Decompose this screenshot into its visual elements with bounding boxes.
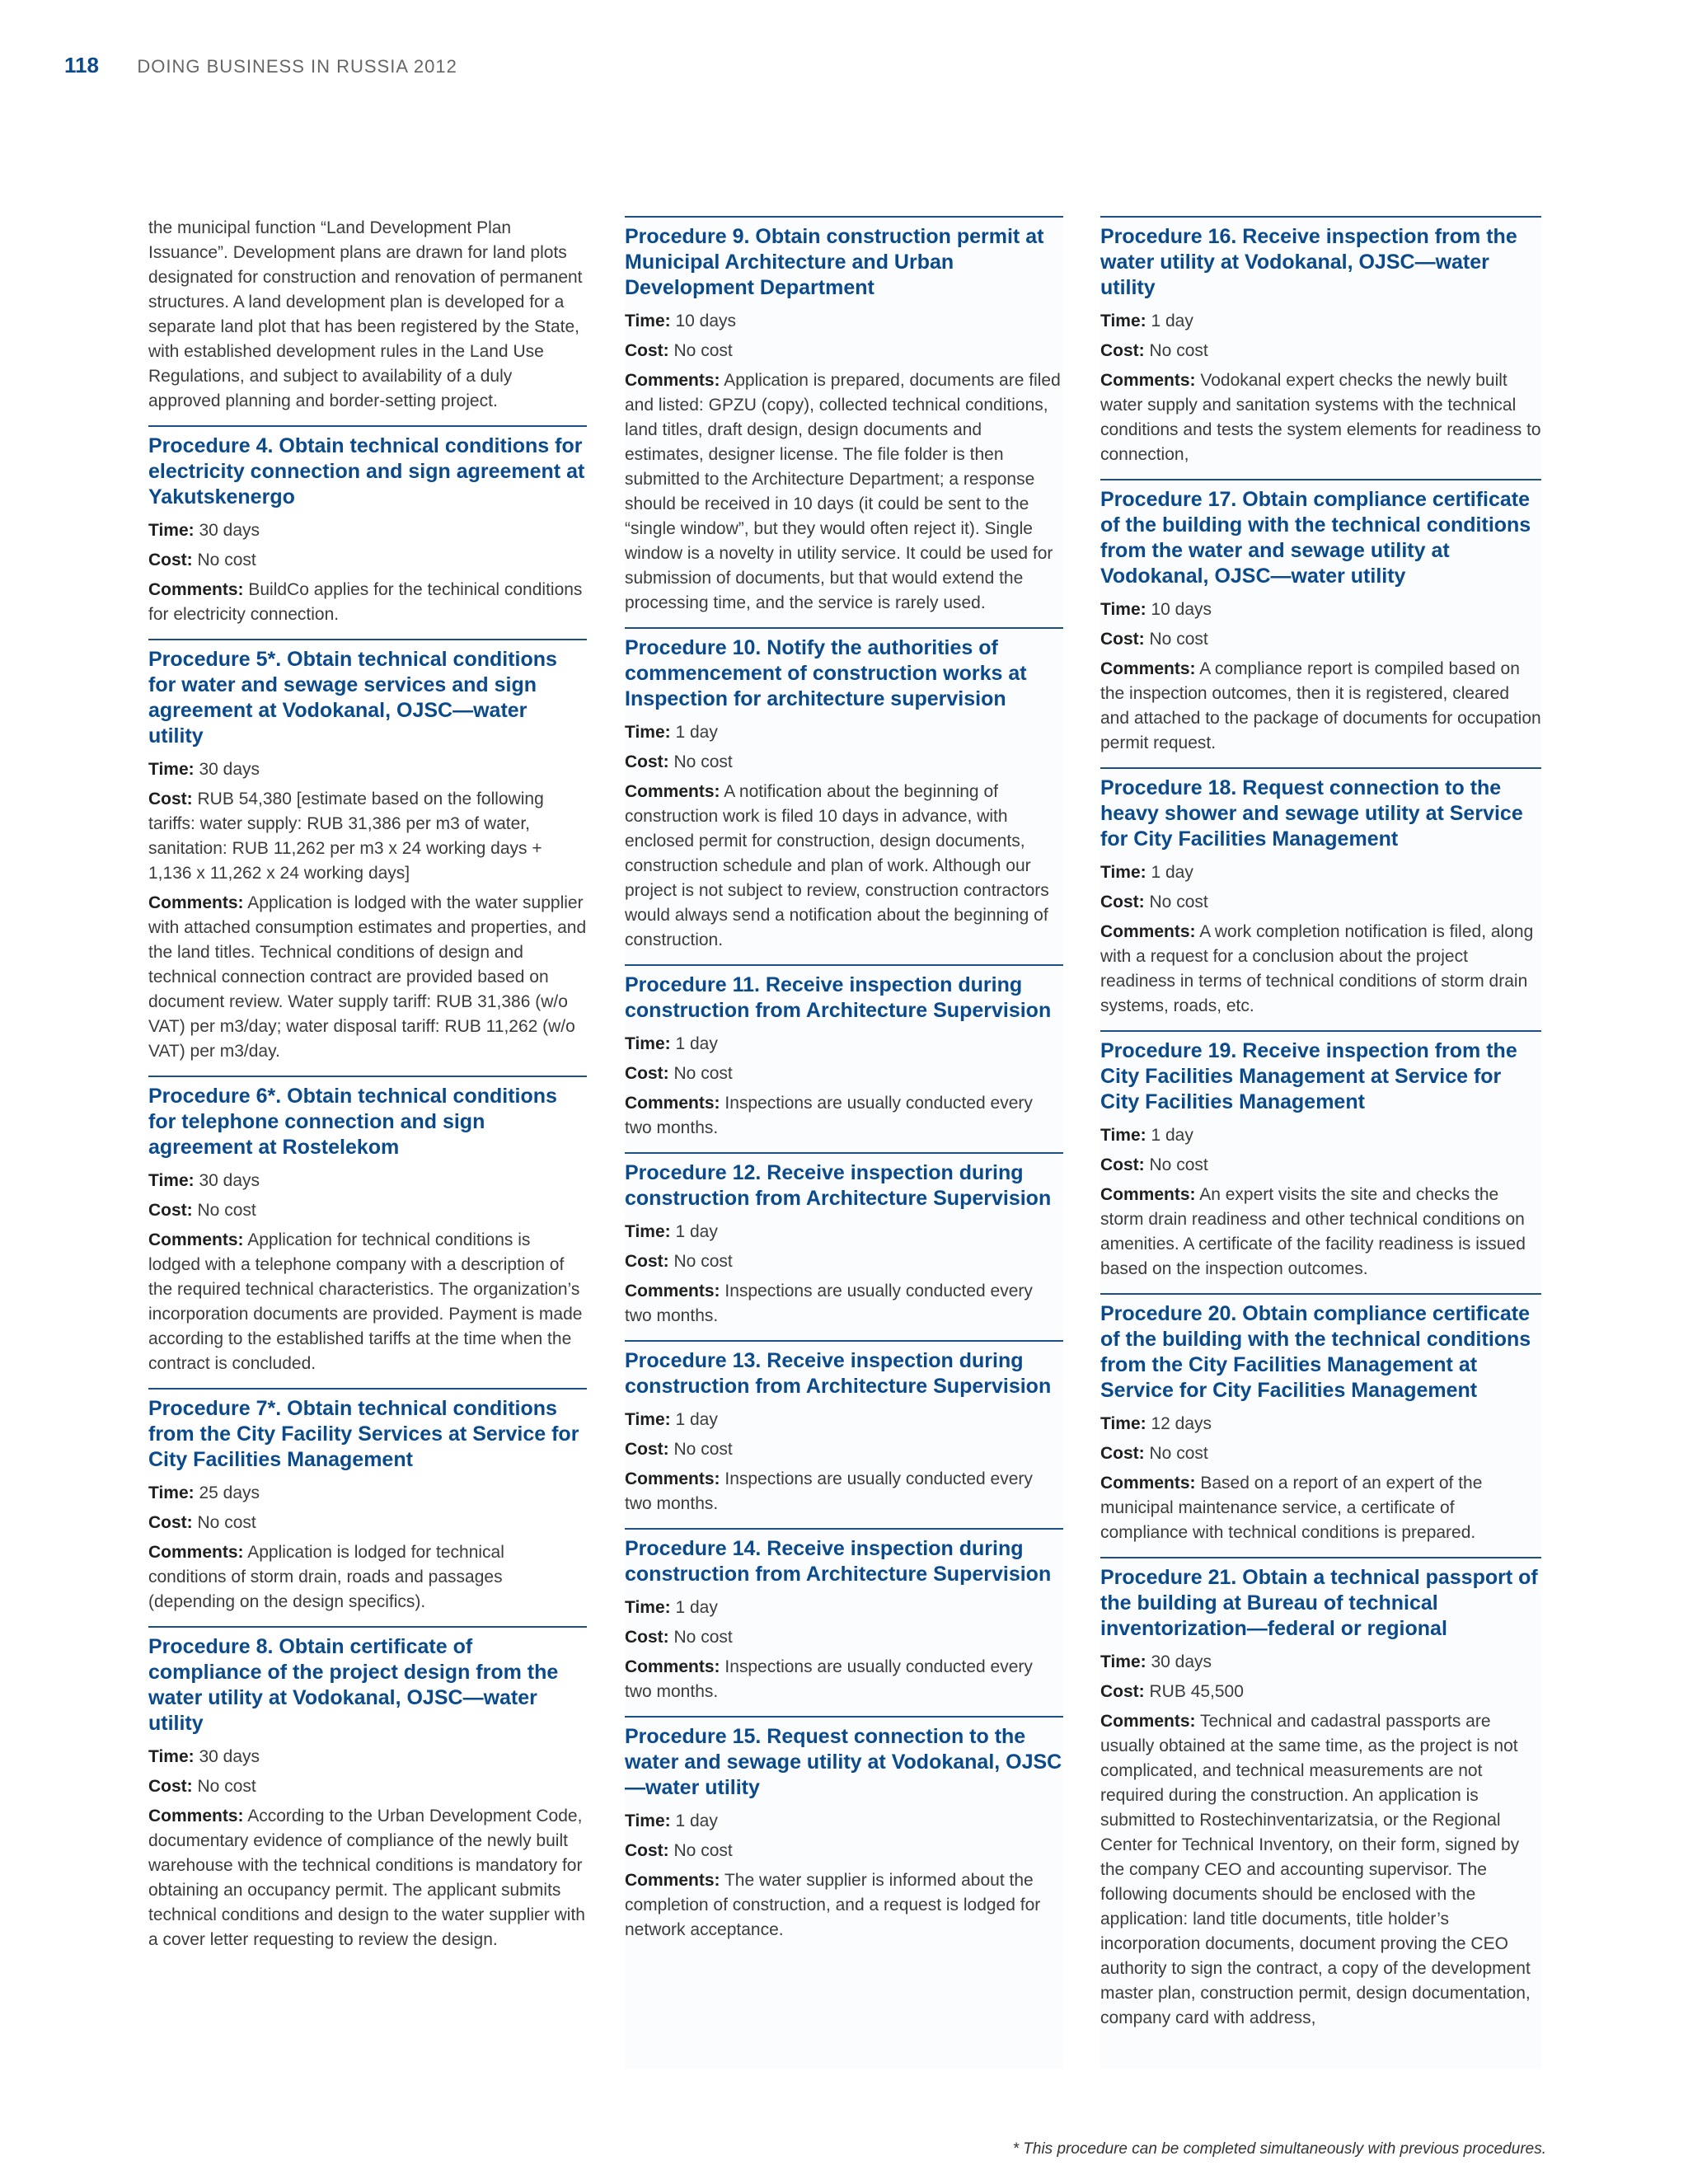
procedure-time (625, 309, 1063, 334)
time-label: Time: (625, 1034, 671, 1053)
cost-value: No cost (673, 1628, 733, 1647)
procedure-comments (1100, 1471, 1541, 1545)
cost-label: Cost: (148, 1513, 193, 1532)
cost-label: Cost: (625, 1252, 669, 1271)
procedure-comments (625, 1091, 1063, 1141)
procedure-time (625, 1596, 1063, 1620)
comments-value: BuildCo applies for the techinical conditions for electricity connection. (148, 580, 583, 624)
procedure-cost (148, 1774, 587, 1799)
time-value: 1 day (1151, 1126, 1193, 1145)
document-title: DOING BUSINESS IN RUSSIA 2012 (137, 56, 457, 77)
procedure-block (1100, 767, 1541, 1019)
procedure-title: Procedure 20. Obtain compliance certificate of the building with the technical conditions from the City Facilities Management at Service for City Facilities Management (1100, 1302, 1531, 1402)
time-label: Time: (1100, 312, 1146, 330)
procedure-title: Procedure 14. Receive inspection during construction from Architecture Supervision (625, 1537, 1052, 1586)
procedure-block (148, 1388, 587, 1615)
procedure-block (1100, 1293, 1541, 1545)
cost-label: Cost: (1100, 630, 1145, 649)
time-value: 1 day (675, 1410, 718, 1429)
comments-value: Application is prepared, documents are filed and listed: GPZU (copy), collected technical conditions, land titles, draft design, design documents and estimates, designer license. The file folder is then submitted to the Architecture Department; a response should be received in 10 days (it could be sent to the “single window”, but they would often reject it). Single window is a novelty in utility service. It could be used for submission of documents, but that would extend the processing time, and the service is rarely used. (625, 371, 1061, 612)
procedure-list-2 (625, 216, 1063, 1943)
procedure-block (625, 216, 1063, 616)
procedure-cost (1100, 339, 1541, 363)
procedure-block (625, 1716, 1063, 1943)
procedure-time (625, 720, 1063, 745)
cost-value: No cost (197, 1201, 256, 1220)
comments-label: Comments: (1100, 1474, 1196, 1493)
procedure-title: Procedure 8. Obtain certificate of compliance of the project design from the water utility at Vodokanal, OJSC—water utility (148, 1635, 559, 1735)
procedure-cost (625, 1839, 1063, 1863)
procedure-comments (1100, 920, 1541, 1019)
procedure-time (1100, 1650, 1541, 1675)
column-1 (148, 216, 587, 2069)
comments-label: Comments: (1100, 659, 1196, 678)
time-value: 12 days (1151, 1414, 1212, 1433)
time-label: Time: (625, 1811, 671, 1830)
procedure-title: Procedure 13. Receive inspection during construction from Architecture Supervision (625, 1349, 1052, 1398)
procedure-title: Procedure 11. Receive inspection during construction from Architecture Supervision (625, 973, 1052, 1022)
comments-value: An expert visits the site and checks the storm drain readiness and other technical conditions on amenities. A certificate of the facility readiness is issued based on the inspection outcomes. (1100, 1185, 1526, 1278)
procedure-block (1100, 1557, 1541, 2031)
cost-label: Cost: (1100, 1444, 1145, 1463)
comments-value: A notification about the beginning of construction work is filed 10 days in advance, with enclosed permit for construction, design documents, construction schedule and plan of work. Although our project is not subject to review, construction contractors would always send a notification about the beginning of construction. (625, 782, 1049, 949)
procedure-comments (148, 891, 587, 1064)
time-label: Time: (1100, 1652, 1146, 1671)
cost-label: Cost: (148, 1201, 193, 1220)
procedure-cost (625, 750, 1063, 775)
procedure-cost (1100, 627, 1541, 652)
procedure-title: Procedure 6*. Obtain technical conditions for telephone connection and sign agreement at Rostelekom (148, 1085, 557, 1159)
procedure-title: Procedure 21. Obtain a technical passport of the building at Bureau of technical inventorization—federal or regional (1100, 1566, 1538, 1640)
cost-value: RUB 45,500 (1149, 1682, 1244, 1701)
time-label: Time: (148, 760, 195, 779)
procedure-title: Procedure 16. Receive inspection from the water utility at Vodokanal, OJSC—water utility (1100, 225, 1517, 299)
procedure-comments (625, 1467, 1063, 1516)
comments-value: Based on a report of an expert of the municipal maintenance service, a certificate of compliance with technical conditions is prepared. (1100, 1474, 1483, 1542)
procedure-title: Procedure 15. Request connection to the water and sewage utility at Vodokanal, OJSC—water utility (625, 1725, 1062, 1799)
cost-value: No cost (673, 1841, 733, 1860)
procedure-comments (625, 1868, 1063, 1943)
procedure-block (625, 1152, 1063, 1329)
procedure-comments (625, 780, 1063, 953)
procedure-cost (148, 548, 587, 573)
procedure-title: Procedure 17. Obtain compliance certificate of the building with the technical conditions from the water and sewage utility at Vodokanal, OJSC—water utility (1100, 488, 1531, 588)
comments-value: Inspections are usually conducted every two months. (625, 1094, 1033, 1137)
comments-label: Comments: (148, 580, 244, 599)
comments-value: Technical and cadastral passports are usually obtained at the same time, as the project is not complicated, and technical measurements are not required during the construction. An application is submitted to Rostechinventarizatsia, or the Regional Center for Technical Inventory, on their form, signed by the company CEO and accounting supervisor. The following documents should be enclosed with the application: land title documents, title holder’s incorporation documents, document proving the CEO authority to sign the contract, a copy of the development master plan, construction permit, design documentation, company card with address, (1100, 1712, 1531, 2027)
procedure-time (148, 1745, 587, 1769)
procedure-cost (1100, 890, 1541, 915)
procedure-cost (1100, 1153, 1541, 1178)
column-3 (1100, 216, 1541, 2069)
procedure-cost (148, 787, 587, 886)
time-label: Time: (148, 521, 195, 540)
comments-label: Comments: (1100, 922, 1196, 941)
procedure-comments (625, 1279, 1063, 1329)
procedure-comments (148, 578, 587, 627)
procedure-time (625, 1220, 1063, 1244)
comments-value: Application is lodged for technical conditions of storm drain, roads and passages (depending on the design specifics). (148, 1543, 504, 1611)
procedure-title: Procedure 10. Notify the authorities of commencement of construction works at Inspection for architecture supervision (625, 636, 1027, 710)
cost-label: Cost: (625, 341, 669, 360)
procedure-block (1100, 216, 1541, 467)
cost-label: Cost: (625, 1841, 669, 1860)
procedure-cost (625, 1062, 1063, 1086)
comments-value: Vodokanal expert checks the newly built water supply and sanitation systems with the technical conditions and tests the system elements for readiness to connection, (1100, 371, 1541, 464)
procedure-time (1100, 1123, 1541, 1148)
time-value: 30 days (199, 521, 260, 540)
procedure-comments (1100, 1183, 1541, 1282)
comments-label: Comments: (148, 893, 244, 912)
time-value: 1 day (675, 723, 718, 742)
time-value: 30 days (199, 1747, 260, 1766)
comments-value: Inspections are usually conducted every two months. (625, 1282, 1033, 1325)
time-label: Time: (625, 1598, 671, 1617)
cost-label: Cost: (625, 1440, 669, 1459)
comments-value: Application for technical conditions is lodged with a telephone company with a description of the required technical characteristics. The organization’s incorporation documents are provided. Payment is made according to the established tariffs at the time when the contract is concluded. (148, 1230, 583, 1373)
procedure-block (625, 1340, 1063, 1516)
procedure-block (148, 425, 587, 627)
cost-value: No cost (673, 1440, 733, 1459)
procedure-comments (148, 1804, 587, 1952)
procedure-list-1 (148, 425, 587, 1952)
comments-label: Comments: (1100, 1185, 1196, 1204)
time-value: 1 day (1151, 312, 1193, 330)
comments-label: Comments: (625, 1094, 720, 1113)
time-value: 1 day (675, 1811, 718, 1830)
comments-value: According to the Urban Development Code, documentary evidence of compliance of the newly built warehouse with the technical conditions is mandatory for obtaining an occupancy permit. The applicant submits technical conditions and design to the water supplier with a cover letter requesting to review the design. (148, 1807, 585, 1949)
footnote: * This procedure can be completed simultaneously with previous procedures. (1012, 2140, 1546, 2158)
comments-value: The water supplier is informed about the completion of construction, and a request is lodged for network acceptance. (625, 1871, 1041, 1939)
procedure-time (625, 1032, 1063, 1057)
time-label: Time: (625, 723, 671, 742)
procedure-cost (1100, 1680, 1541, 1704)
comments-label: Comments: (148, 1543, 244, 1562)
time-value: 1 day (675, 1222, 718, 1241)
procedure-block (625, 964, 1063, 1141)
cost-label: Cost: (625, 752, 669, 771)
cost-value: No cost (673, 1064, 733, 1083)
column-2 (625, 216, 1063, 2069)
comments-label: Comments: (625, 1282, 720, 1301)
time-label: Time: (1100, 863, 1146, 882)
cost-value: RUB 54,380 [estimate based on the following tariffs: water supply: RUB 31,386 per m3 of water, sanitation: RUB 11,262 per m3 x 24 working days + 1,136 x 11,262 x 24 working days] (148, 790, 544, 883)
cost-value: No cost (673, 341, 733, 360)
time-value: 25 days (199, 1483, 260, 1502)
cost-value: No cost (1149, 893, 1208, 912)
cost-value: No cost (197, 1777, 256, 1796)
cost-value: No cost (197, 551, 256, 569)
time-label: Time: (1100, 1414, 1146, 1433)
procedure-block (625, 1528, 1063, 1704)
time-value: 30 days (199, 760, 260, 779)
procedure-cost (148, 1198, 587, 1223)
page-number: 118 (64, 53, 99, 77)
procedure-time (148, 1169, 587, 1193)
procedure-title: Procedure 9. Obtain construction permit at Municipal Architecture and Urban Development Department (625, 225, 1044, 299)
time-value: 1 day (675, 1598, 718, 1617)
time-value: 1 day (675, 1034, 718, 1053)
time-value: 30 days (1151, 1652, 1212, 1671)
comments-value: Inspections are usually conducted every two months. (625, 1469, 1033, 1513)
procedure-cost (625, 1437, 1063, 1462)
procedure-comments (148, 1228, 587, 1376)
comments-label: Comments: (1100, 1712, 1196, 1731)
cost-value: No cost (673, 1252, 733, 1271)
procedure-block (148, 639, 587, 1064)
procedure-time (1100, 860, 1541, 885)
time-label: Time: (148, 1747, 195, 1766)
time-label: Time: (625, 1222, 671, 1241)
comments-label: Comments: (148, 1807, 244, 1825)
cost-label: Cost: (1100, 341, 1145, 360)
cost-value: No cost (1149, 1444, 1208, 1463)
procedure-cost (625, 1625, 1063, 1650)
cost-label: Cost: (625, 1628, 669, 1647)
cost-value: No cost (1149, 1155, 1208, 1174)
time-value: 10 days (1151, 600, 1212, 619)
procedure-cost (625, 1249, 1063, 1274)
procedure-cost (625, 339, 1063, 363)
comments-value: A compliance report is compiled based on the inspection outcomes, then it is registered, cleared and attached to the package of documents for occupation permit request. (1100, 659, 1541, 752)
time-label: Time: (1100, 1126, 1146, 1145)
page-header (64, 53, 457, 78)
procedure-block (148, 1626, 587, 1952)
procedure-comments (148, 1540, 587, 1615)
procedure-list-3 (1100, 216, 1541, 2031)
time-label: Time: (625, 1410, 671, 1429)
procedure-block (625, 627, 1063, 953)
comments-value: Application is lodged with the water supplier with attached consumption estimates and properties, and the land titles. Technical conditions of design and technical connection contract are provided based on document review. Water supply tariff: RUB 31,386 (w/o VAT) per m3/day; water disposal tariff: RUB 11,262 (w/o VAT) per m3/day. (148, 893, 587, 1061)
procedure-comments (1100, 657, 1541, 756)
cost-label: Cost: (1100, 1155, 1145, 1174)
time-label: Time: (148, 1483, 195, 1502)
comments-label: Comments: (625, 1871, 720, 1890)
time-value: 10 days (675, 312, 737, 330)
time-label: Time: (1100, 600, 1146, 619)
procedure-comments (1100, 368, 1541, 467)
procedure-time (148, 518, 587, 543)
procedure-title: Procedure 7*. Obtain technical conditions from the City Facility Services at Service for City Facilities Management (148, 1397, 579, 1471)
procedure-cost (1100, 1441, 1541, 1466)
procedure-time (625, 1809, 1063, 1834)
procedure-title: Procedure 5*. Obtain technical conditions for water and sewage services and sign agreement at Vodokanal, OJSC—water utility (148, 648, 557, 748)
time-value: 1 day (1151, 863, 1193, 882)
cost-value: No cost (673, 752, 733, 771)
procedure-time (1100, 1412, 1541, 1436)
procedure-time (1100, 598, 1541, 622)
procedure-block (1100, 479, 1541, 756)
comments-label: Comments: (625, 1469, 720, 1488)
procedure-time (148, 1481, 587, 1506)
procedure-comments (625, 1655, 1063, 1704)
procedure-cost (148, 1511, 587, 1535)
comments-value: A work completion notification is filed, along with a request for a conclusion about the project readiness in terms of technical conditions of storm drain systems, roads, etc. (1100, 922, 1534, 1015)
procedure-comments (625, 368, 1063, 616)
comments-value: Inspections are usually conducted every two months. (625, 1657, 1033, 1701)
procedure-title: Procedure 12. Receive inspection during construction from Architecture Supervision (625, 1161, 1052, 1210)
cost-value: No cost (1149, 341, 1208, 360)
procedure-title: Procedure 18. Request connection to the heavy shower and sewage utility at Service for City Facilities Management (1100, 776, 1523, 851)
intro-paragraph: the municipal function “Land Development Plan Issuance”. Development plans are drawn for land plots designated for construction and renovation of permanent structures. A land development plan is developed for a separate land plot that has been registered by the State, with established development rules in the Land Use Regulations, and subject to availability of a duly approved planning and border-setting project. (148, 218, 583, 410)
time-label: Time: (625, 312, 671, 330)
cost-label: Cost: (1100, 893, 1145, 912)
cost-label: Cost: (148, 551, 193, 569)
cost-label: Cost: (148, 1777, 193, 1796)
cost-label: Cost: (1100, 1682, 1145, 1701)
procedure-time (148, 757, 587, 782)
comments-label: Comments: (625, 782, 720, 801)
procedure-title: Procedure 4. Obtain technical conditions for electricity connection and sign agreement at Yakutskenergo (148, 434, 585, 509)
cost-value: No cost (1149, 630, 1208, 649)
procedure-comments (1100, 1709, 1541, 2031)
procedure-block (148, 1076, 587, 1376)
cost-label: Cost: (148, 790, 193, 808)
cost-label: Cost: (625, 1064, 669, 1083)
procedure-block (1100, 1030, 1541, 1282)
cost-value: No cost (197, 1513, 256, 1532)
comments-label: Comments: (148, 1230, 244, 1249)
procedure-time (1100, 309, 1541, 334)
procedure-title: Procedure 19. Receive inspection from the City Facilities Management at Service for City Facilities Management (1100, 1039, 1517, 1113)
comments-label: Comments: (625, 1657, 720, 1676)
comments-label: Comments: (1100, 371, 1196, 390)
comments-label: Comments: (625, 371, 720, 390)
time-label: Time: (148, 1171, 195, 1190)
time-value: 30 days (199, 1171, 260, 1190)
procedure-time (625, 1408, 1063, 1432)
